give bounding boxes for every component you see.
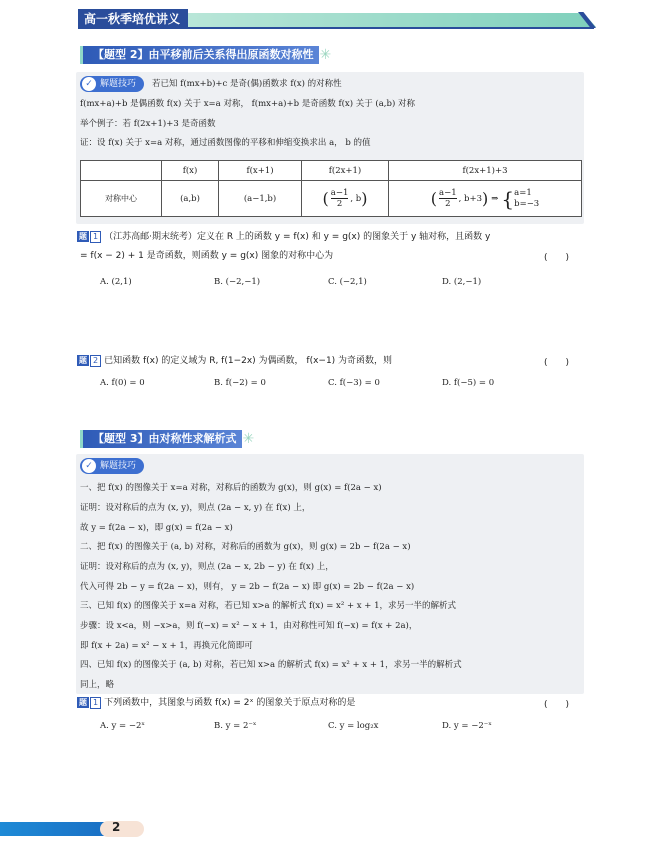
q2-line-1 <box>77 355 392 368</box>
q3-line-1 <box>77 697 355 710</box>
table-header-row <box>81 161 582 181</box>
section2-heading <box>80 430 254 448</box>
q2-option-b[interactable]: B. f(−2) = 0 <box>214 378 266 388</box>
table-row <box>81 181 582 217</box>
tip-header-1 <box>80 76 342 92</box>
paren-open: ( <box>430 189 438 208</box>
table-header-cell <box>81 161 162 181</box>
footer-bar <box>0 822 110 836</box>
system-group <box>431 188 539 210</box>
q3-option-c[interactable]: C. y = log₂x <box>328 721 379 731</box>
frac-tail: , b <box>350 193 362 204</box>
frac-den: 2 <box>445 199 451 209</box>
header-banner <box>186 13 596 27</box>
fraction <box>331 188 349 209</box>
q1-option-a[interactable]: A. (2,1) <box>100 277 132 287</box>
q3-option-b[interactable]: B. y = 2⁻ˣ <box>214 721 257 731</box>
q1-text-2: = f(x − 2) + 1 是奇函数，则函数 y = g(x) 图象的对称中心为 <box>80 251 334 261</box>
lightbulb-icon: ✓ <box>82 77 96 91</box>
q1-line-1 <box>77 231 490 244</box>
system-lines <box>514 188 539 210</box>
method2-line-9: 即 f(x + 2a) = x² − x + 1，再换元化简即可 <box>80 641 253 651</box>
page-number-pill <box>100 821 144 837</box>
tip-header-2 <box>80 458 144 474</box>
tip-badge-2 <box>80 458 144 474</box>
q2-badge: 题 <box>79 356 87 365</box>
q3-number: 1 <box>90 697 101 709</box>
tip-label-1: 解题技巧 <box>80 76 144 92</box>
method2-line-11: 同上，略 <box>80 680 115 690</box>
implies-arrow: ⇒ <box>491 193 499 204</box>
q2-number: 2 <box>90 355 101 367</box>
method1-line-1: f(mx+a)+b 是偶函数 f(x) 关于 x=a 对称， f(mx+a)+b 是奇函数 f(x) 关于 (a,b) 对称 <box>80 99 415 109</box>
q3-answer-paren: ( ) <box>544 700 570 710</box>
sparkle-icon: ✳ <box>319 47 332 63</box>
table-cell-fraction <box>302 181 389 217</box>
q2-text-1: 已知函数 f(x) 的定义域为 R, f(1−2x) 为偶函数， f(x−1) 为奇函数，则 <box>104 356 393 366</box>
q3-option-d[interactable]: D. y = −2⁻ˣ <box>442 721 492 731</box>
method2-line-5: 证明：设对称后的点为 (x, y)，则点 (2a − x, 2b − y) 在 f(x) 上， <box>80 562 334 572</box>
table-cell-system <box>389 181 582 217</box>
paren-close: ) <box>361 189 368 208</box>
frac-den: 2 <box>336 199 343 209</box>
method2-line-6: 代入可得 2b − y = f(2a − x)，则有， y = 2b − f(2a − x) 即 g(x) = 2b − f(2a − x) <box>80 582 415 592</box>
method1-line-3: 证：设 f(x) 关于 x=a 对称，通过函数图像的平移和伸缩变换求出 a， b 的值 <box>80 138 371 148</box>
q1-text-1: （江苏高邮·期末统考）定义在 R 上的函数 y = f(x) 和 y = g(x) 的图象关于 y 轴对称，且函数 y <box>104 232 491 242</box>
method2-line-7: 三、已知 f(x) 的图像关于 x=a 对称，若已知 x>a 的解析式 f(x) = x² + x + 1，求另一半的解析式 <box>80 601 457 611</box>
section2-title: 【题型 3】由对称性求解析式 <box>80 430 242 448</box>
q1-option-b[interactable]: B. (−2,−1) <box>214 277 261 287</box>
tip-lead-1: 若已知 f(mx+b)+c 是奇(偶)函数求 f(x) 的对称性 <box>152 79 342 89</box>
q2-answer-paren: ( ) <box>544 358 570 368</box>
tip-badge-1 <box>80 76 144 92</box>
q1-option-c[interactable]: C. (−2,1) <box>328 277 367 287</box>
table-header-cell: f(x+1) <box>219 161 302 181</box>
symmetry-table <box>80 160 582 217</box>
header-title: 高一秋季培优讲义 <box>78 9 188 29</box>
brace: { <box>501 186 515 211</box>
q2-option-a[interactable]: A. f(0) = 0 <box>100 378 145 388</box>
frac-num: a−1 <box>439 188 457 198</box>
table-cell: (a−1,b) <box>219 181 302 217</box>
q1-badge: 题 <box>79 232 87 241</box>
q1-number: 1 <box>90 231 101 243</box>
q3-badge: 题 <box>79 698 87 707</box>
paren-close: ) <box>482 189 489 208</box>
q3-option-a[interactable]: A. y = −2ˣ <box>100 721 146 731</box>
q2-option-d[interactable]: D. f(−5) = 0 <box>442 378 495 388</box>
method2-line-8: 步骤：设 x<a，则 −x>a，则 f(−x) = x² − x + 1，由对称性可知 f(−x) = f(x + 2a)， <box>80 621 418 631</box>
section1-heading <box>80 46 331 64</box>
q2-option-c[interactable]: C. f(−3) = 0 <box>328 378 380 388</box>
tip-label-2: 解题技巧 <box>80 458 144 474</box>
method1-line-2: 举个例子：若 f(2x+1)+3 是奇函数 <box>80 119 216 129</box>
fraction <box>439 188 457 209</box>
method2-line-2: 证明：设对称后的点为 (x, y)，则点 (2a − x, y) 在 f(x) 上， <box>80 503 311 513</box>
table-header-cell: f(x) <box>162 161 219 181</box>
row-label: 对称中心 <box>81 181 162 217</box>
system-eq-2: b=−3 <box>514 198 540 209</box>
lightbulb-icon: ✓ <box>82 459 96 473</box>
frac-group <box>323 188 368 209</box>
method2-line-3: 故 y = f(2a − x)，即 g(x) = f(2a − x) <box>80 523 233 533</box>
table-header-cell: f(2x+1)+3 <box>389 161 582 181</box>
frac-tail: , b+3 <box>458 193 483 204</box>
paren-open: ( <box>322 189 329 208</box>
table-cell: (a,b) <box>162 181 219 217</box>
q3-text-1: 下列函数中，其图象与函数 f(x) = 2ˣ 的图象关于原点对称的是 <box>104 698 356 708</box>
method2-line-4: 二、把 f(x) 的图像关于 (a, b) 对称，对称后的函数为 g(x)，则 g(x) = 2b − f(2a − x) <box>80 542 411 552</box>
frac-num: a−1 <box>330 188 349 198</box>
method2-line-10: 四、已知 f(x) 的图像关于 (a, b) 对称，若已知 x>a 的解析式 f(x) = x² + x + 1，求另一半的解析式 <box>80 660 462 670</box>
section1-title: 【题型 2】由平移前后关系得出原函数对称性 <box>80 46 319 64</box>
header-underline <box>186 27 594 29</box>
method2-line-1: 一、把 f(x) 的图像关于 x=a 对称，对称后的函数为 g(x)，则 g(x) = f(2a − x) <box>80 483 382 493</box>
q1-answer-paren: ( ) <box>544 253 570 263</box>
table-header-cell: f(2x+1) <box>302 161 389 181</box>
q1-option-d[interactable]: D. (2,−1) <box>442 277 482 287</box>
page-number: 2 <box>112 820 121 834</box>
sparkle-icon: ✳ <box>242 431 255 447</box>
system-eq-1: a=1 <box>514 187 532 198</box>
